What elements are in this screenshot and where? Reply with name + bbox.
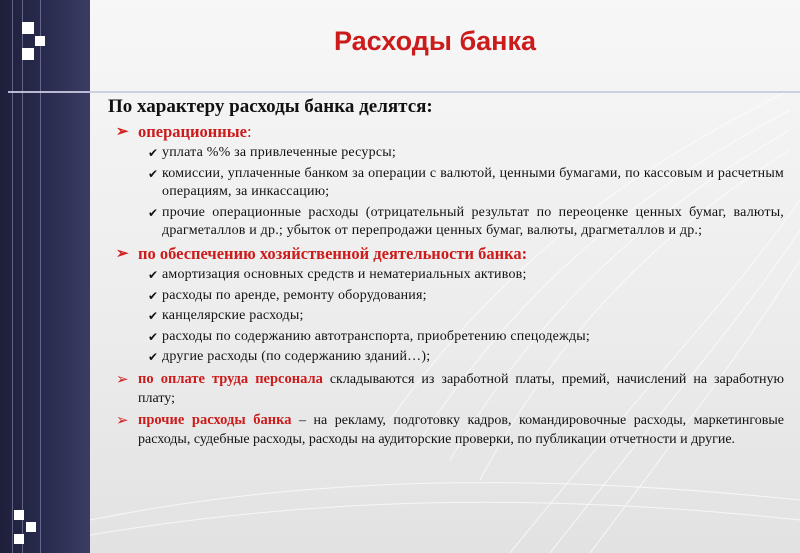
list-item: [148, 144, 784, 163]
list-item-text: комиссии, уплаченные банком за операции с валютой, ценными бумагами, по кассовым и расчетным операциям, за инкассацию;: [162, 165, 784, 200]
decor-square: [14, 510, 24, 520]
list-item-text: амортизация основных средств и нематериальных активов;: [162, 266, 527, 282]
checkmark-bullet-icon: ✔: [148, 267, 159, 282]
list-item: [148, 348, 784, 367]
other-label: прочие расходы банка: [138, 411, 292, 428]
list-item: [148, 204, 784, 241]
decor-square: [26, 522, 36, 532]
labor-label: по оплате труда персонала: [138, 370, 323, 387]
arrow-bullet-icon: ➢: [116, 124, 129, 140]
sidebar-line: [22, 0, 23, 553]
operational-label: операционные: [138, 122, 247, 141]
list-item-text: другие расходы (по содержанию зданий…);: [162, 349, 431, 365]
labor-text: складываются из заработной платы, премий, начислений на заработную плату;: [138, 371, 784, 406]
list-item: [148, 165, 784, 202]
section-heading: По характеру расходы банка делятся:: [108, 96, 433, 117]
arrow-bullet-icon: ➢: [116, 245, 129, 262]
list-item-text: расходы по аренде, ремонту оборудования;: [162, 287, 427, 303]
list-item: [148, 266, 784, 285]
arrow-bullet-icon: ➢: [116, 412, 129, 429]
bullet-business: [116, 244, 784, 265]
list-item: [148, 328, 784, 347]
bullet-other: [116, 411, 784, 449]
list-item-text: прочие операционные расходы (отрицательный результат по переоценке ценных бумаг, валюты, драгметаллов и др.; убыток от перепродажи ценных бумаг, валюты, драгметаллов и др.;: [162, 204, 784, 239]
checkmark-bullet-icon: ✔: [148, 309, 159, 324]
bullet-operational: [116, 122, 784, 143]
checkmark-bullet-icon: ✔: [148, 350, 159, 365]
other-text: – на рекламу, подготовку кадров, командировочные расходы, маркетинговые расходы, судебные расходы, расходы на аудиторские проверки, по публикации отчетности и другие.: [138, 412, 784, 447]
left-sidebar: [0, 0, 90, 553]
sidebar-line: [12, 0, 13, 553]
list-item-text: канцелярские расходы;: [162, 308, 304, 324]
checkmark-bullet-icon: ✔: [148, 166, 159, 181]
operational-colon: :: [247, 122, 252, 141]
checkmark-bullet-icon: ✔: [148, 329, 159, 344]
slide-title: Расходы банка: [333, 26, 537, 56]
bullet-labor: [116, 370, 784, 408]
list-item-text: уплата %% за привлеченные ресурсы;: [162, 145, 396, 160]
checkmark-bullet-icon: ✔: [148, 146, 159, 160]
header-divider: [8, 91, 800, 93]
list-item: [148, 287, 784, 306]
arrow-bullet-icon: ➢: [116, 371, 129, 388]
checkmark-bullet-icon: ✔: [148, 288, 159, 303]
decor-square: [14, 534, 24, 544]
list-item-text: расходы по содержанию автотранспорта, приобретению спецодежды;: [162, 328, 590, 344]
slide-content: [108, 96, 784, 450]
checkmark-bullet-icon: ✔: [148, 205, 159, 220]
list-item: [148, 307, 784, 326]
business-label: по обеспечению хозяйственной деятельности банка:: [138, 243, 528, 263]
sidebar-line: [40, 0, 41, 553]
